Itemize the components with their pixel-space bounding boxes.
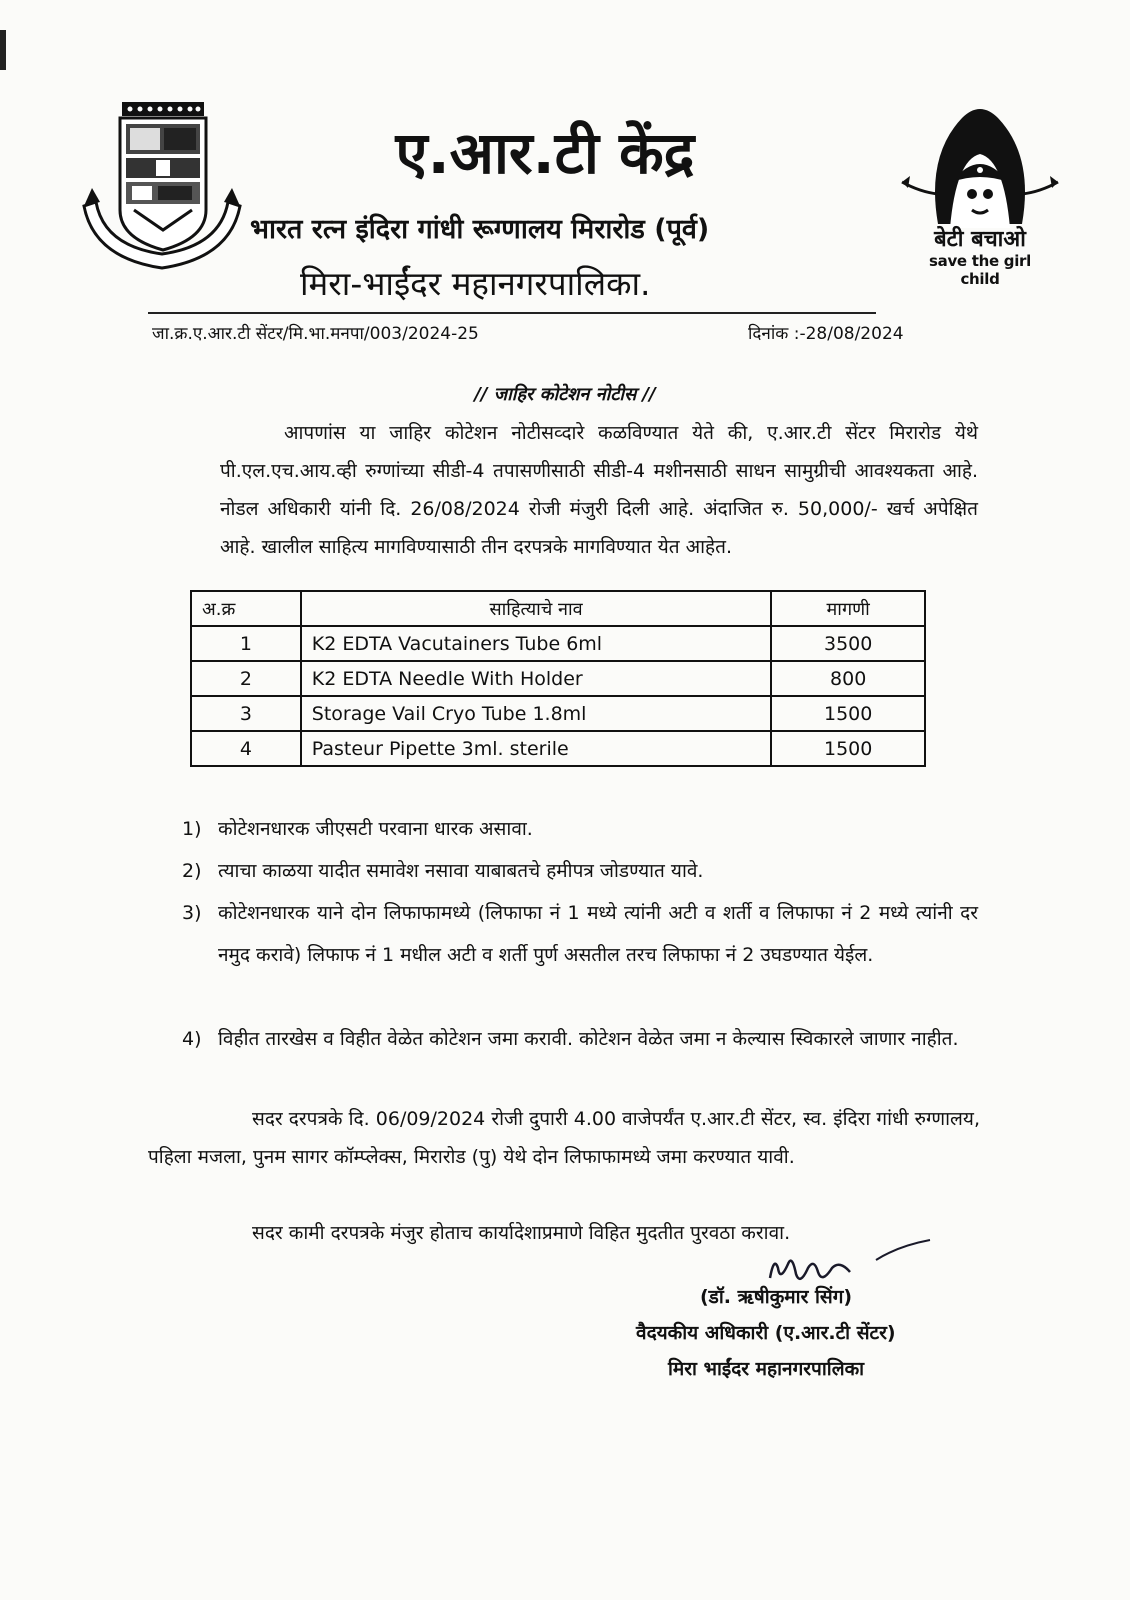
row-quantity: 800: [771, 661, 925, 696]
condition-item: [182, 892, 980, 976]
beti-bachao-logo-icon: [900, 96, 1060, 246]
condition-item: [182, 850, 980, 892]
row-item-name: K2 EDTA Needle With Holder: [301, 661, 772, 696]
municipal-emblem-icon: [78, 98, 246, 276]
condition-text: विहीत तारखेस व विहीत वेळेत कोटेशन जमा करावी. कोटेशन वेळेत जमा न केल्यास स्विकारले जाणार नाहीत.: [218, 1028, 959, 1050]
hospital-name: भारत रत्न इंदिरा गांधी रूग्णालय मिरारोड (पूर्व): [250, 214, 710, 245]
row-serial: 2: [191, 661, 301, 696]
row-serial: 3: [191, 696, 301, 731]
notice-body-text: आपणांस या जाहिर कोटेशन नोटीसव्दारे कळविण्यात येते की, ए.आर.टी सेंटर मिरारोड येथे पी.एल.एच.आय.व्ही रुग्णांच्या सीडी-4 तपासणीसाठी सीडी-4 मशीनसाठी साधन सामुग्रीची आवश्यकता आहे. नोडल अधिकारी यांनी दि. 26/08/2024 रोजी मंजुरी दिली आहे. अंदाजित रु. 50,000/- खर्च अपेक्षित आहे. खालील साहित्य मागविण्यासाठी तीन दरपत्रके मागविण्यात येत आहेत.: [220, 422, 978, 558]
table-row: [191, 626, 925, 661]
condition-number: 3): [182, 902, 202, 924]
reference-date: दिनांक :-28/08/2024: [748, 324, 904, 344]
table-row: [191, 661, 925, 696]
supply-paragraph: सदर कामी दरपत्रके मंजुर होताच कार्यादेशाप्रमाणे विहित मुदतीत पुरवठा करावा.: [252, 1222, 791, 1244]
submission-paragraph: सदर दरपत्रके दि. 06/09/2024 रोजी दुपारी 4.00 वाजेपर्यंत ए.आर.टी सेंटर, स्व. इंदिरा गांधी रुग्णालय, पहिला मजला, पुनम सागर कॉम्प्लेक्स, मिरारोड (पु) येथे दोन लिफाफामध्ये जमा करण्यात यावी.: [148, 1108, 980, 1168]
header-item-name: साहित्याचे नाव: [301, 591, 772, 626]
condition-item: [182, 1018, 980, 1060]
header-divider: [148, 312, 876, 314]
condition-number: 2): [182, 860, 202, 882]
condition-item: [182, 808, 980, 850]
condition-text: कोटेशनधारक याने दोन लिफाफामध्ये (लिफाफा नं 1 मध्ये त्यांनी अटी व शर्ती व लिफाफा नं 2 मध्ये त्यांनी दर नमुद करावे) लिफाफ नं 1 मधील अटी व शर्ती पुर्ण असतील तरच लिफाफा नं 2 उघडण्यात येईल.: [218, 902, 978, 966]
notice-body: [220, 414, 978, 566]
scan-edge: [0, 30, 6, 70]
header-quantity: मागणी: [771, 591, 925, 626]
table-row: [191, 696, 925, 731]
table-row: [191, 731, 925, 766]
condition-text: कोटेशनधारक जीएसटी परवाना धारक असावा.: [218, 818, 533, 840]
signatory-name: (डॉ. ऋषीकुमार सिंग): [700, 1286, 853, 1308]
row-serial: 1: [191, 626, 301, 661]
row-item-name: Storage Vail Cryo Tube 1.8ml: [301, 696, 772, 731]
signatory-organization: मिरा भाईंदर महानगरपालिका: [668, 1358, 865, 1380]
center-title: ए.आर.टी केंद्र: [395, 119, 695, 187]
items-table: [190, 590, 926, 767]
row-item-name: K2 EDTA Vacutainers Tube 6ml: [301, 626, 772, 661]
notice-heading: // जाहिर कोटेशन नोटीस //: [474, 384, 656, 405]
row-quantity: 1500: [771, 696, 925, 731]
header-serial: अ.क्र: [191, 591, 301, 626]
row-quantity: 3500: [771, 626, 925, 661]
beti-bachao-marathi: बेटी बचाओ: [934, 227, 1026, 252]
condition-number: 4): [182, 1028, 202, 1050]
reference-number: जा.क्र.ए.आर.टी सेंटर/मि.भा.मनपा/003/2024-25: [152, 324, 479, 344]
signatory-designation: वैदयकीय अधिकारी (ए.आर.टी सेंटर): [636, 1322, 896, 1344]
row-item-name: Pasteur Pipette 3ml. sterile: [301, 731, 772, 766]
corporation-name: मिरा-भाईंदर महानगरपालिका.: [300, 264, 651, 303]
row-quantity: 1500: [771, 731, 925, 766]
beti-bachao-english: save the girl child: [929, 252, 1031, 288]
condition-number: 1): [182, 818, 202, 840]
condition-text: त्याचा काळया यादीत समावेश नसावा याबाबतचे हमीपत्र जोडण्यात यावे.: [218, 860, 704, 882]
row-serial: 4: [191, 731, 301, 766]
beti-bachao-caption: [915, 228, 1045, 288]
table-header-row: [191, 591, 925, 626]
